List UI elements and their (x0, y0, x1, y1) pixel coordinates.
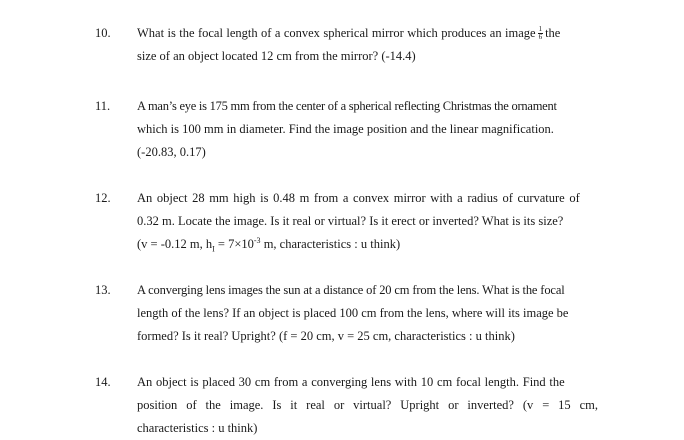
problem-line: 0.32 m. Locate the image. Is it real or virtual? Is it erect or inverted? What is its size? (137, 214, 564, 228)
problem-line: An object is placed 30 cm from a converging lens with 10 cm focal length. Find the (137, 375, 565, 389)
problem-line: length of the lens? If an object is placed 100 cm from the lens, where will its image be (137, 306, 569, 320)
problem-line: size of an object located 12 cm from the mirror? (-14.4) (137, 49, 416, 63)
problem-line: characteristics : u think) (137, 421, 258, 435)
problem-text (137, 187, 598, 256)
problem-line-text: = 7×10 (214, 237, 254, 251)
problem-line: (-20.83, 0.17) (137, 145, 206, 159)
problem-text (137, 22, 598, 68)
problem-number: 14. (95, 375, 111, 389)
subscript: I (212, 244, 215, 254)
problem-line (137, 233, 598, 256)
problem-number: 12. (95, 191, 111, 205)
problem-line-text: What is the focal length of a convex spherical mirror which produces an image (137, 26, 536, 40)
problem-text (137, 95, 598, 164)
problem-number: 10. (95, 26, 111, 40)
problem-text (137, 371, 598, 440)
problem-line: A man’s eye is 175 mm from the center of a spherical reflecting Christmas the ornament (137, 99, 557, 113)
fraction-denominator: 6 (538, 32, 543, 41)
problem-line: formed? Is it real? Upright? (f = 20 cm, v = 25 cm, characteristics : u think) (137, 329, 515, 343)
problem-line: which is 100 mm in diameter. Find the image position and the linear magnification. (137, 122, 554, 136)
fraction-numerator: 1 (538, 24, 543, 33)
problem-line: position of the image. Is it real or virtual? Upright or inverted? (v = 15 cm, (137, 398, 598, 412)
problem-text (137, 279, 598, 348)
problem-line-text: (v = -0.12 m, h (137, 237, 213, 251)
problem-line: A converging lens images the sun at a distance of 20 cm from the lens. What is the focal (137, 283, 565, 297)
problem-line-text: the (545, 26, 561, 40)
problem-number: 11. (95, 99, 111, 113)
fraction (538, 26, 544, 41)
problem-number: 13. (95, 283, 111, 297)
problem-line-text: m, characteristics : u think) (260, 237, 401, 251)
problem-line (137, 22, 598, 45)
problem-line: An object 28 mm high is 0.48 m from a convex mirror with a radius of curvature of (137, 191, 580, 205)
superscript: -3 (253, 235, 261, 245)
